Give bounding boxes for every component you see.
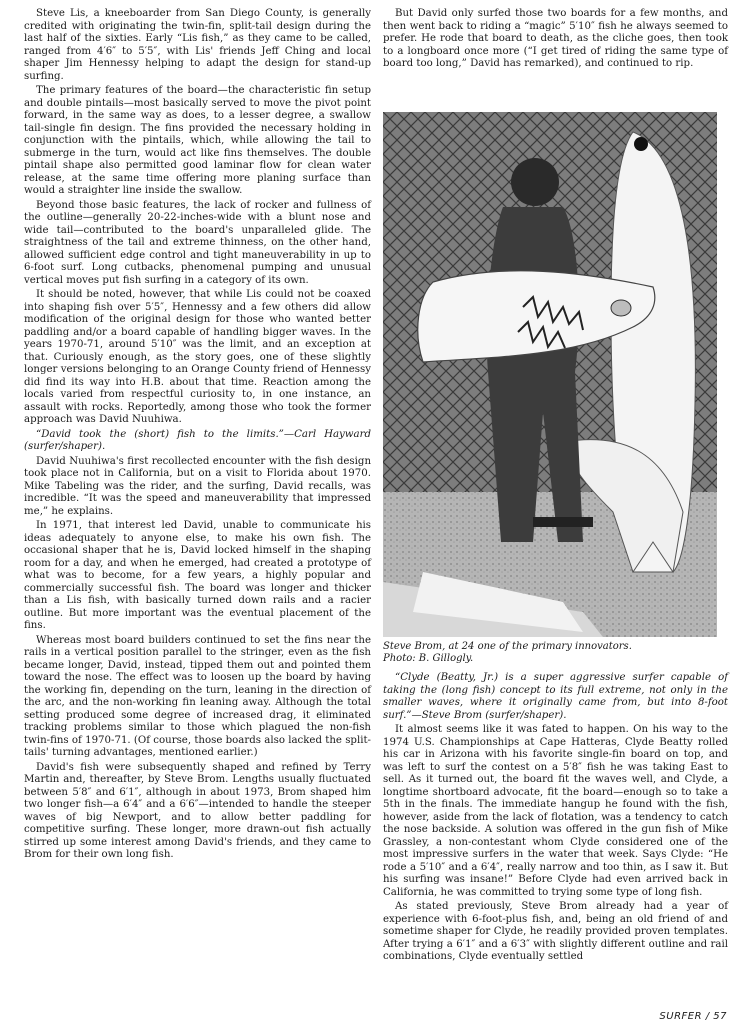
- pull-quote: “David took the (short) fish to the limits.”—Carl Hayward (surfer/shaper).: [24, 428, 371, 452]
- paragraph: The primary features of the board—the characteristic fin setup and double pintails—most basically served to move the pivot point forward, in the same way as does, to a lesser degree, a swallow tail-single fin design. The fins provided the necessary holding in conjunction with the pintails, which, while allowing the tail to submerge in the turn, would act like fins themselves. The double pintail shape also permitted good laminar flow for clean water release, at the same time offering more planing surface than would a straighter line inside the swallow.: [24, 85, 371, 196]
- surfer-photo: [383, 112, 717, 637]
- paragraph: Steve Lis, a kneeboarder from San Diego County, is generally credited with originating the twin-fin, split-tail design during the last half of the sixties. Early “Lis fish,” as they came to be called, ranged from 4′6″ to 5′5″, with Lis' friends Jeff Ching and local shaper Jim Hennessy helping to adapt the design for stand-up surfing.: [24, 8, 371, 82]
- paragraph: Whereas most board builders continued to set the fins near the rails in a vertical position parallel to the stringer, even as the fish became longer, David, instead, tipped them out and pointed them toward the nose. The effect was to loosen up the board by having the working fin, depending on the turn, leaning in the direction of the arc, and the non-working fin leaning away. Although the total setting produced some degree of increased drag, it eliminated tracking problems similar to those which plagued the non-fish twin-fins of 1970-71. (Of course, those boards also lacked the split-tails' turning advantages, mentioned earlier.): [24, 634, 371, 758]
- paragraph: But David only surfed those two boards for a few months, and then went back to riding a “magic” 5′10″ fish he always seemed to prefer. He rode that board to death, as the cliche goes, then took to a longboard once more (“I get tired of riding the same type of board too long,” David has remarked), and continued to rip.: [383, 8, 728, 69]
- paragraph: David's fish were subsequently shaped and refined by Terry Martin and, thereafter, by Steve Brom. Lengths usually fluctuated between 5′8″ and 6′1″, although in about 1973, Brom shaped him two longer fish—a 6′4″ and a 6′6″—intended to handle the steeper waves of big Newport, and to allow better paddling for competitive surfing. These longer, more drawn-out fish actually stirred up some interest among David's friends, and they came to Brom for their own long fish.: [24, 761, 371, 860]
- left-article-column: [24, 8, 371, 864]
- surfer-with-fish-boards-illustration: [383, 112, 717, 637]
- paragraph: It should be noted, however, that while Lis could not be coaxed into shaping fish over 5′5″, Hennessy and a few others did allow modification of the original design for those who wanted better paddling and/or a board capable of handling bigger waves. In the years 1970-71, around 5′10″ was the limit, and an exception at that. Curiously enough, as the story goes, one of these slightly longer versions belonging to an Orange County friend of Hennessy did find its way into H.B. about that time. Reaction among the locals varied from respectful curiosity to, in one instance, an assault with rocks. Reportedly, among those who took the former approach was David Nuuhiwa.: [24, 289, 371, 425]
- right-article-column-top: [383, 8, 728, 73]
- photo-credit: Photo: B. Gillogly.: [383, 653, 474, 664]
- paragraph: David Nuuhiwa's first recollected encounter with the fish design took place not in California, but on a visit to Florida about 1970. Mike Tabeling was the rider, and the surfing, David recalls, was incredible. “It was the speed and maneuverability that impressed me,” he explains.: [24, 455, 371, 517]
- paragraph: It almost seems like it was fated to happen. On his way to the 1974 U.S. Championships at Cape Hatteras, Clyde Beatty rolled his car in Arizona with his favorite single-fin board on top, and was left to surf the contest on a 5′8″ fish he was taking East to sell. As it turned out, the board fit the waves well, and Clyde, a longtime shortboard advocate, fit the board—enough so to take a 5th in the finals. The immediate hangup he found with the fish, however, aside from the lack of flotation, was a tendency to catch the nose backside. A solution was offered in the gun fish of Mike Grassley, a non-contestant whom Clyde considered one of the most impressive surfers in the water that week. Says Clyde: “He rode a 5′10″ and a 6′4″, really narrow and too thin, as I saw it. But his surfing was insane!” Before Clyde had even arrived back in California, he was committed to trying some type of long fish.: [383, 724, 728, 898]
- photo-caption: [383, 641, 723, 665]
- pull-quote: “Clyde (Beatty, Jr.) is a super aggressive surfer capable of taking the (long fish) concept to its full extreme, not only in the smaller waves, where it originally came from, but into 8-foot surf.”—Steve Brom (surfer/shaper).: [383, 672, 728, 721]
- caption-text: Steve Brom, at 24 one of the primary innovators.: [383, 641, 632, 652]
- paragraph: As stated previously, Steve Brom already had a year of experience with 6-foot-plus fish, and, being an old friend of and sometime shaper for Clyde, he readily provided proven templates. After trying a 6′1″ and a 6′3″ with slightly different outline and rail combinations, Clyde eventually settled: [383, 901, 728, 962]
- right-article-column-bottom: [383, 672, 728, 966]
- paragraph: In 1971, that interest led David, unable to communicate his ideas adequately to anyone else, to make his own fish. The occasional shaper that he is, David locked himself in the shaping room for a day, and when he emerged, had created a prototype of what was to become, for a few years, a highly popular and commercially successful fish. The board was longer and thicker than a Lis fish, with basically turned down rails and a racier outline. But more important was the eventual placement of the fins.: [24, 520, 371, 631]
- page-folio: SURFER / 57: [659, 1011, 727, 1022]
- paragraph: Beyond those basic features, the lack of rocker and fullness of the outline—generally 20-22-inches-wide with a blunt nose and wide tail—contributed to the board's unparalleled glide. The straightness of the tail and extreme thinness, on the other hand, allowed sufficient edge control and tight maneuverability in up to 6-foot surf. Long cutbacks, phenomenal pumping and unusual vertical moves put fish surfing in a category of its own.: [24, 199, 371, 286]
